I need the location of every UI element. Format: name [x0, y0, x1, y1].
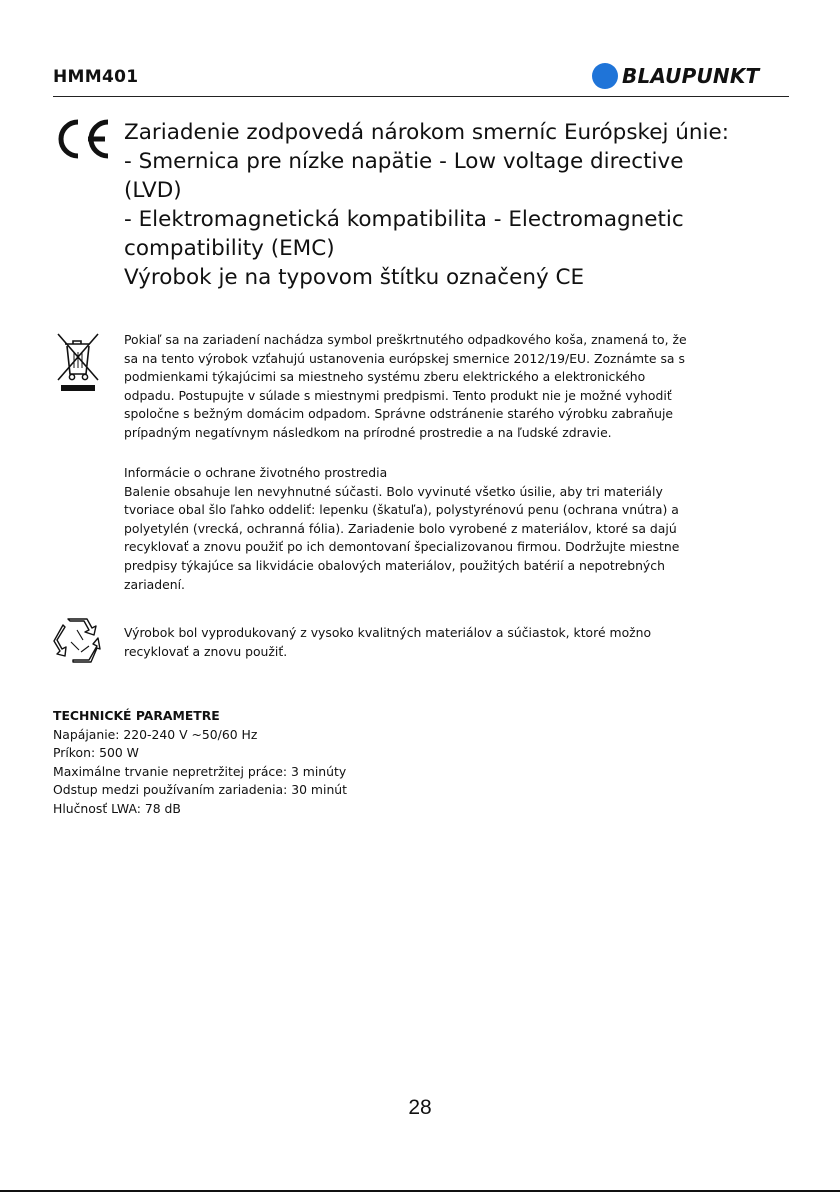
- parameter-line: Hlučnosť LWA: 78 dB: [53, 800, 181, 816]
- paragraph-line: tvoriace obal šlo ľahko oddeliť: lepenku (škatuľa), polystyrénovú penu (ochrana vnútra) a: [124, 502, 679, 518]
- paragraph-line: sa na tento výrobok vzťahujú ustanovenia európskej smernice 2012/19/EU. Zoznámte sa s: [124, 350, 685, 366]
- brand-logo: [592, 63, 759, 89]
- crossed-out-wheelie-bin-icon: [55, 330, 101, 392]
- page-number: 28: [408, 1096, 432, 1119]
- paragraph-line: spoločne s bežným domácim odpadom. Správne odstránenie starého výrobku zabraňuje: [124, 406, 674, 422]
- paragraph-line: zariadení.: [124, 576, 185, 592]
- ce-line: (LVD): [124, 178, 182, 203]
- ce-line: Výrobok je na typovom štítku označený CE: [124, 265, 585, 290]
- ce-mark-icon: [54, 118, 112, 160]
- weee-paragraph: [124, 331, 784, 443]
- model-number: HMM401: [53, 67, 139, 87]
- paragraph-line: Pokiaľ sa na zariadení nachádza symbol preškrtnutého odpadkového koša, znamená to, že: [124, 332, 687, 347]
- parameter-line: Odstup medzi používaním zariadenia: 30 minút: [53, 782, 348, 798]
- paragraph-line: prípadným negatívnym následkom na prírodné prostredie a na ľudské zdravie.: [124, 424, 612, 440]
- brand-dot-icon: [592, 63, 618, 89]
- paragraph-line: predpisy týkajúce sa likvidácie obalových materiálov, použitých batérií a nepotrebných: [124, 557, 665, 573]
- paragraph-line: polyetylén (vrecká, ochranná fólia). Zariadenie bolo vyrobené z materiálov, ktoré sa dajú: [124, 520, 677, 536]
- paragraph-line: Balenie obsahuje len nevyhnutné súčasti. Bolo vyvinuté všetko úsilie, aby tri materiály: [124, 483, 663, 499]
- header-divider: [53, 96, 789, 97]
- brand-name: BLAUPUNKT: [622, 64, 760, 88]
- ce-line: - Elektromagnetická kompatibilita - Electromagnetic: [124, 207, 684, 232]
- paragraph-line: recyklovať a znovu použiť po ich demontovaní špecializovanou firmou. Dodržujte miestne: [124, 539, 680, 555]
- parameter-line: Príkon: 500 W: [53, 745, 139, 761]
- environment-paragraph: [124, 464, 784, 594]
- paragraph-line: odpadu. Postupujte v súlade s miestnymi predpismi. Tento produkt nie je možné vyhodiť: [124, 387, 672, 403]
- paragraph-line: Informácie o ochrane životného prostredia: [124, 465, 388, 480]
- ce-line: - Smernica pre nízke napätie - Low voltage directive: [124, 149, 684, 174]
- parameter-line: Napájanie: 220-240 V ~50/60 Hz: [53, 726, 258, 742]
- paragraph-line: Výrobok bol vyprodukovaný z vysoko kvalitných materiálov a súčiastok, ktoré možno: [124, 625, 652, 640]
- technical-parameters: [53, 707, 553, 819]
- ce-line: compatibility (EMC): [124, 236, 335, 261]
- ce-declaration: [124, 118, 804, 292]
- technical-title: TECHNICKÉ PARAMETRE: [53, 708, 220, 723]
- recycle-paragraph: [124, 624, 784, 661]
- recycle-icon: [53, 616, 101, 664]
- paragraph-line: recyklovať a znovu použiť.: [124, 643, 288, 659]
- paragraph-line: podmienkami týkajúcimi sa miestneho systému zberu elektrického a elektronického: [124, 369, 646, 385]
- ce-line: Zariadenie zodpovedá nárokom smerníc Európskej únie:: [124, 120, 729, 145]
- parameter-line: Maximálne trvanie nepretržitej práce: 3 minúty: [53, 763, 347, 779]
